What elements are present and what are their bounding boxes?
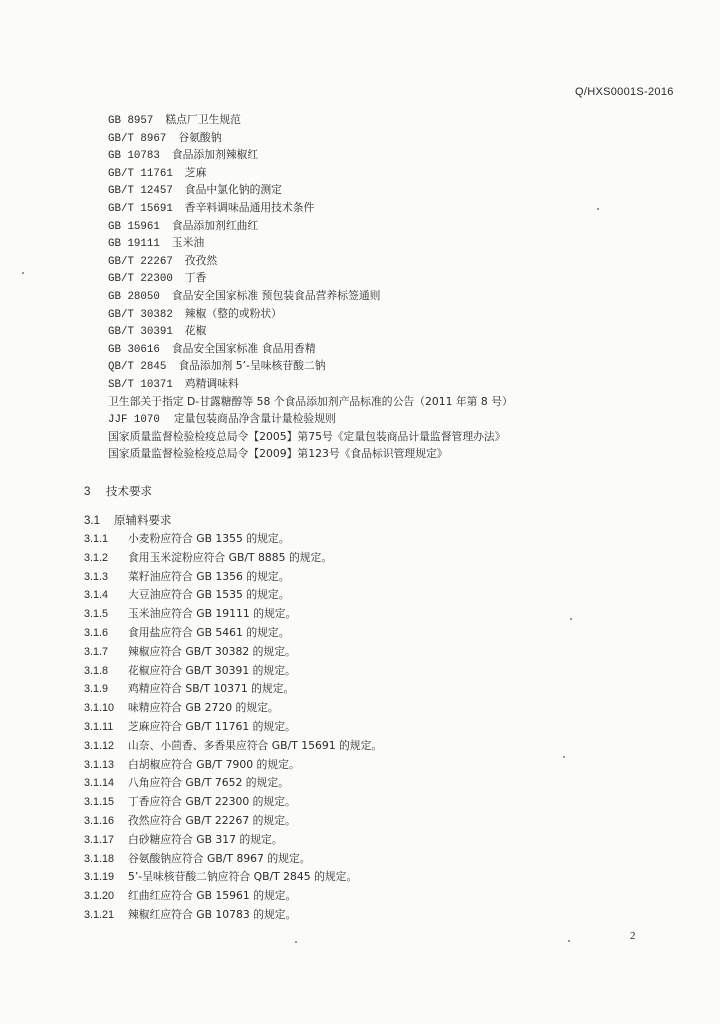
requirement-text: 鸡精应符合 SB/T 10371 的规定。 xyxy=(128,682,295,696)
section-heading xyxy=(84,483,152,499)
requirement-number: 3.1.17 xyxy=(84,833,115,846)
requirement-item xyxy=(84,812,644,831)
requirement-item xyxy=(84,699,644,718)
requirement-text: 白砂糖应符合 GB 317 的规定。 xyxy=(128,832,283,846)
reference-title: 丁香 xyxy=(184,271,207,285)
reference-title: 玉米油 xyxy=(171,236,205,250)
reference-title: 香辛料调味品通用技术条件 xyxy=(184,200,315,214)
normative-references-list xyxy=(108,111,668,463)
requirement-item xyxy=(84,680,644,699)
requirement-text: 5’-呈味核苷酸二钠应符合 QB/T 2845 的规定。 xyxy=(128,870,358,884)
reference-item xyxy=(108,252,668,270)
reference-code: GB/T 22300 xyxy=(108,273,173,286)
reference-code: JJF 1070 xyxy=(108,414,160,427)
requirement-number: 3.1.2 xyxy=(84,551,109,564)
reference-item xyxy=(108,111,668,129)
requirement-text: 丁香应符合 GB/T 22300 的规定。 xyxy=(128,795,296,809)
requirement-number: 3.1.11 xyxy=(84,720,114,733)
requirement-number: 3.1.12 xyxy=(84,739,115,752)
document-id: Q/HXS0001S-2016 xyxy=(575,86,674,98)
reference-code: GB/T 15691 xyxy=(108,202,173,215)
requirement-text: 食用盐应符合 GB 5461 的规定。 xyxy=(128,625,290,639)
reference-order-2005: 国家质量监督检验检疫总局令【2005】第75号《定量包装商品计量监督管理办法》 xyxy=(108,429,506,443)
reference-item xyxy=(108,445,668,463)
requirement-text: 芝麻应符合 GB/T 11761 的规定。 xyxy=(128,719,296,733)
reference-item xyxy=(108,375,668,393)
requirement-item xyxy=(84,887,644,906)
reference-title: 食品添加剂 5’-呈味核苷酸二钠 xyxy=(178,359,326,373)
reference-item xyxy=(108,269,668,287)
requirement-number: 3.1.21 xyxy=(84,908,115,921)
requirement-item xyxy=(84,737,644,756)
reference-item xyxy=(108,199,668,217)
reference-title: 食品中氯化钠的测定 xyxy=(184,183,282,197)
requirement-number: 3.1.10 xyxy=(84,702,115,715)
requirement-item xyxy=(84,756,644,775)
scan-speck xyxy=(22,272,24,274)
requirement-text: 花椒应符合 GB/T 30391 的规定。 xyxy=(128,663,296,677)
reference-title: 食品添加剂辣椒红 xyxy=(171,148,259,162)
requirement-text: 辣椒应符合 GB/T 30382 的规定。 xyxy=(128,644,296,658)
scan-speck xyxy=(563,756,565,758)
requirement-text: 白胡椒应符合 GB/T 7900 的规定。 xyxy=(128,757,300,771)
requirement-item xyxy=(84,850,644,869)
requirement-item xyxy=(84,906,644,925)
requirement-number: 3.1.16 xyxy=(84,814,115,827)
reference-code: GB/T 11761 xyxy=(108,167,173,180)
reference-item xyxy=(108,428,668,446)
page-number: 2 xyxy=(630,930,636,942)
reference-code: GB/T 22267 xyxy=(108,255,173,268)
requirement-item xyxy=(84,793,644,812)
reference-code: QB/T 2845 xyxy=(108,361,167,374)
requirement-number: 3.1.3 xyxy=(84,570,109,583)
requirement-item xyxy=(84,831,644,850)
requirement-item xyxy=(84,624,644,643)
requirements-list xyxy=(84,530,644,925)
reference-code: GB 8957 xyxy=(108,115,154,127)
subsection-title: 原辅料要求 xyxy=(114,513,172,527)
requirement-number: 3.1.19 xyxy=(84,871,115,884)
requirement-text: 食用玉米淀粉应符合 GB/T 8885 的规定。 xyxy=(128,550,333,564)
reference-item xyxy=(108,234,668,252)
reference-title: 食品添加剂红曲红 xyxy=(171,218,259,232)
reference-code: GB 28050 xyxy=(108,290,160,303)
reference-item xyxy=(108,393,668,411)
requirement-item xyxy=(84,530,644,549)
reference-item xyxy=(108,322,668,340)
reference-order-2009: 国家质量监督检验检疫总局令【2009】第123号《食品标识管理规定》 xyxy=(108,447,448,461)
requirement-text: 小麦粉应符合 GB 1355 的规定。 xyxy=(128,532,290,545)
scan-speck xyxy=(597,208,599,210)
requirement-text: 谷氨酸钠应符合 GB/T 8967 的规定。 xyxy=(128,851,311,865)
requirement-number: 3.1.9 xyxy=(84,683,109,696)
requirement-number: 3.1.20 xyxy=(84,890,115,903)
reference-title: 食品安全国家标准 食品用香精 xyxy=(171,341,316,355)
reference-code: SB/T 10371 xyxy=(108,378,173,391)
reference-notice: 卫生部关于指定 D-甘露糖醇等 58 个食品添加剂产品标准的公告（2011 年第 8 号） xyxy=(108,394,513,408)
requirement-item xyxy=(84,662,644,681)
reference-code: GB 30616 xyxy=(108,343,160,356)
requirement-item xyxy=(84,586,644,605)
reference-item xyxy=(108,146,668,164)
reference-title: 糕点厂卫生规范 xyxy=(165,113,241,126)
scan-speck xyxy=(570,618,572,620)
scan-speck xyxy=(295,941,297,943)
requirement-text: 大豆油应符合 GB 1535 的规定。 xyxy=(128,588,290,602)
reference-title: 定量包装商品净含量计量检验规则 xyxy=(173,412,336,426)
requirement-text: 菜籽油应符合 GB 1356 的规定。 xyxy=(128,569,290,583)
requirement-item xyxy=(84,718,644,737)
reference-title: 芝麻 xyxy=(184,165,207,179)
reference-item xyxy=(108,129,668,147)
reference-item xyxy=(108,217,668,235)
requirement-text: 辣椒红应符合 GB 10783 的规定。 xyxy=(128,907,297,921)
requirement-item xyxy=(84,605,644,624)
requirement-text: 玉米油应符合 GB 19111 的规定。 xyxy=(128,607,297,621)
reference-code: GB/T 8967 xyxy=(108,132,167,145)
reference-code: GB/T 12457 xyxy=(108,185,173,198)
requirement-item xyxy=(84,568,644,587)
requirement-number: 3.1.1 xyxy=(84,533,109,545)
requirement-number: 3.1.4 xyxy=(84,589,109,602)
reference-title: 花椒 xyxy=(184,324,207,338)
requirement-item xyxy=(84,643,644,662)
reference-item xyxy=(108,410,668,428)
requirement-text: 红曲红应符合 GB 15961 的规定。 xyxy=(128,889,297,903)
requirement-text: 孜然应符合 GB/T 22267 的规定。 xyxy=(128,813,296,827)
reference-code: GB/T 30391 xyxy=(108,326,173,339)
reference-code: GB/T 30382 xyxy=(108,308,173,321)
reference-item xyxy=(108,357,668,375)
requirement-text: 山奈、小茴香、多香果应符合 GB/T 15691 的规定。 xyxy=(128,738,383,752)
requirement-number: 3.1.13 xyxy=(84,758,115,771)
requirement-number: 3.1.18 xyxy=(84,852,115,865)
reference-title: 食品安全国家标准 预包装食品营养标签通则 xyxy=(171,288,381,302)
subsection-number: 3.1 xyxy=(84,515,100,527)
requirement-number: 3.1.15 xyxy=(84,796,115,809)
requirement-number: 3.1.6 xyxy=(84,626,109,639)
reference-code: GB 19111 xyxy=(108,238,160,251)
reference-title: 辣椒（整的或粉状） xyxy=(184,306,282,320)
requirement-text: 八角应符合 GB/T 7652 的规定。 xyxy=(128,776,289,790)
reference-item xyxy=(108,340,668,358)
section-title: 技术要求 xyxy=(106,484,152,498)
scan-speck xyxy=(568,940,570,942)
requirement-item xyxy=(84,549,644,568)
requirement-number: 3.1.14 xyxy=(84,777,115,790)
requirement-number: 3.1.5 xyxy=(84,608,109,621)
reference-title: 谷氨酸钠 xyxy=(178,130,222,144)
subsection-heading xyxy=(84,512,172,528)
reference-code: GB 10783 xyxy=(108,150,160,163)
reference-item xyxy=(108,181,668,199)
reference-title: 孜孜然 xyxy=(184,253,218,267)
reference-code: GB 15961 xyxy=(108,220,160,233)
requirement-item xyxy=(84,868,644,887)
requirement-text: 味精应符合 GB 2720 的规定。 xyxy=(128,701,279,715)
requirement-item xyxy=(84,774,644,793)
requirement-number: 3.1.8 xyxy=(84,664,109,677)
reference-item xyxy=(108,305,668,323)
reference-title: 鸡精调味料 xyxy=(184,376,239,390)
reference-item xyxy=(108,164,668,182)
reference-item xyxy=(108,287,668,305)
section-number: 3 xyxy=(84,486,91,498)
requirement-number: 3.1.7 xyxy=(84,645,109,658)
